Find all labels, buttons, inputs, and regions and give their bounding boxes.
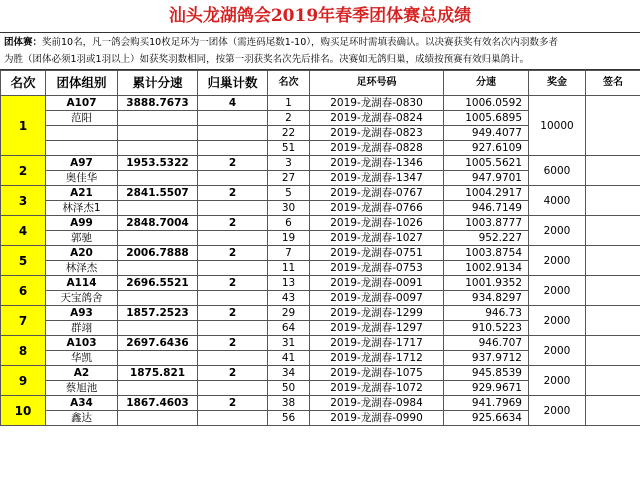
empty-cell	[118, 231, 198, 246]
team-code: A97	[46, 156, 118, 171]
prize-cell: 2000	[529, 246, 586, 276]
rank-cell: 2	[1, 156, 46, 186]
total-speed: 2696.5521	[118, 276, 198, 291]
rules-line-2: 为胜（团体必须1羽或1羽以上）如获奖羽数相同，按第一羽获奖名次先后排名。决赛如无鸽归巢，成绩按预赛有效归巢鸽计。	[4, 54, 530, 65]
total-speed: 1953.5322	[118, 156, 198, 171]
header-speed: 分速	[444, 71, 529, 96]
bird-place: 51	[268, 141, 310, 156]
rules-label: 团体赛：	[4, 37, 43, 48]
bird-place: 27	[268, 171, 310, 186]
sign-cell	[586, 306, 640, 336]
bird-place: 56	[268, 411, 310, 426]
total-speed: 2841.5507	[118, 186, 198, 201]
bird-speed: 949.4077	[444, 126, 529, 141]
rank-cell: 3	[1, 186, 46, 216]
team-name: 郭驰	[46, 231, 118, 246]
prize-cell: 2000	[529, 276, 586, 306]
header-row	[1, 71, 640, 96]
ring-number: 2019-龙湖春-1346	[310, 156, 444, 171]
rank-cell: 1	[1, 96, 46, 156]
table-row	[1, 186, 640, 201]
empty-cell	[118, 381, 198, 396]
table-row	[1, 156, 640, 171]
bird-speed: 910.5223	[444, 321, 529, 336]
table-row	[1, 246, 640, 261]
team-name: 群翊	[46, 321, 118, 336]
ring-number: 2019-龙湖春-1297	[310, 321, 444, 336]
empty-cell	[198, 111, 268, 126]
return-count: 2	[198, 396, 268, 411]
empty-cell	[118, 261, 198, 276]
ring-number: 2019-龙湖春-1026	[310, 216, 444, 231]
empty-cell	[198, 291, 268, 306]
ring-number: 2019-龙湖春-0990	[310, 411, 444, 426]
empty-cell	[198, 171, 268, 186]
empty-cell	[198, 381, 268, 396]
empty-cell	[198, 261, 268, 276]
return-count: 2	[198, 216, 268, 231]
table-row	[1, 396, 640, 411]
bird-speed: 934.8297	[444, 291, 529, 306]
bird-speed: 937.9712	[444, 351, 529, 366]
table-row	[1, 336, 640, 351]
bird-speed: 946.73	[444, 306, 529, 321]
empty-cell	[118, 201, 198, 216]
bird-place: 29	[268, 306, 310, 321]
team-name: 奥佳华	[46, 171, 118, 186]
bird-speed: 1005.5621	[444, 156, 529, 171]
prize-cell: 2000	[529, 336, 586, 366]
total-speed: 2848.7004	[118, 216, 198, 231]
empty-cell	[118, 411, 198, 426]
rank-cell: 7	[1, 306, 46, 336]
ring-number: 2019-龙湖春-1299	[310, 306, 444, 321]
team-name: 范阳	[46, 111, 118, 126]
team-code: A93	[46, 306, 118, 321]
bird-speed: 946.7149	[444, 201, 529, 216]
bird-place: 5	[268, 186, 310, 201]
bird-speed: 1003.8754	[444, 246, 529, 261]
bird-place: 30	[268, 201, 310, 216]
prize-cell: 2000	[529, 366, 586, 396]
empty-cell	[46, 141, 118, 156]
page-title: 汕头龙湖鸽会2019年春季团体赛总成绩	[168, 6, 472, 26]
bird-speed: 947.9701	[444, 171, 529, 186]
team-code: A21	[46, 186, 118, 201]
bird-speed: 945.8539	[444, 366, 529, 381]
bird-speed: 946.707	[444, 336, 529, 351]
team-code: A99	[46, 216, 118, 231]
sign-cell	[586, 246, 640, 276]
sign-cell	[586, 396, 640, 426]
return-count: 2	[198, 336, 268, 351]
bird-place: 41	[268, 351, 310, 366]
sign-cell	[586, 276, 640, 306]
header-count: 归巢计数	[198, 71, 268, 96]
team-code: A34	[46, 396, 118, 411]
empty-cell	[118, 291, 198, 306]
rank-cell: 5	[1, 246, 46, 276]
ring-number: 2019-龙湖春-0766	[310, 201, 444, 216]
empty-cell	[198, 231, 268, 246]
total-speed: 1875.821	[118, 366, 198, 381]
bird-place: 64	[268, 321, 310, 336]
header-sign: 签名	[586, 71, 640, 96]
sign-cell	[586, 96, 640, 156]
bird-speed: 1006.0592	[444, 96, 529, 111]
ring-number: 2019-龙湖春-0097	[310, 291, 444, 306]
header-place: 名次	[268, 71, 310, 96]
team-code: A107	[46, 96, 118, 111]
ring-number: 2019-龙湖春-1712	[310, 351, 444, 366]
rules-line-1	[4, 34, 636, 51]
header-prize: 奖金	[529, 71, 586, 96]
prize-cell: 2000	[529, 396, 586, 426]
header-team: 团体组别	[46, 71, 118, 96]
team-code: A114	[46, 276, 118, 291]
total-speed: 1857.2523	[118, 306, 198, 321]
bird-speed: 925.6634	[444, 411, 529, 426]
empty-cell	[46, 126, 118, 141]
empty-cell	[118, 111, 198, 126]
bird-speed: 1003.8777	[444, 216, 529, 231]
results-table	[0, 70, 640, 426]
ring-number: 2019-龙湖春-0828	[310, 141, 444, 156]
bird-place: 7	[268, 246, 310, 261]
empty-cell	[118, 126, 198, 141]
rank-cell: 4	[1, 216, 46, 246]
empty-cell	[198, 141, 268, 156]
empty-cell	[198, 126, 268, 141]
team-code: A2	[46, 366, 118, 381]
table-row	[1, 366, 640, 381]
bird-place: 3	[268, 156, 310, 171]
bird-speed: 1002.9134	[444, 261, 529, 276]
ring-number: 2019-龙湖春-0091	[310, 276, 444, 291]
total-speed: 1867.4603	[118, 396, 198, 411]
prize-cell: 2000	[529, 306, 586, 336]
ring-number: 2019-龙湖春-1717	[310, 336, 444, 351]
table-row	[1, 216, 640, 231]
table-row	[1, 306, 640, 321]
rank-cell: 6	[1, 276, 46, 306]
team-code: A20	[46, 246, 118, 261]
bird-speed: 1001.9352	[444, 276, 529, 291]
bird-place: 38	[268, 396, 310, 411]
sign-cell	[586, 186, 640, 216]
sign-cell	[586, 216, 640, 246]
empty-cell	[118, 141, 198, 156]
ring-number: 2019-龙湖春-1075	[310, 366, 444, 381]
total-speed: 2006.7888	[118, 246, 198, 261]
ring-number: 2019-龙湖春-0823	[310, 126, 444, 141]
bird-place: 11	[268, 261, 310, 276]
table-row	[1, 96, 640, 111]
bird-place: 13	[268, 276, 310, 291]
header-ring: 足环号码	[310, 71, 444, 96]
rank-cell: 10	[1, 396, 46, 426]
prize-cell: 6000	[529, 156, 586, 186]
team-code: A103	[46, 336, 118, 351]
return-count: 2	[198, 156, 268, 171]
ring-number: 2019-龙湖春-0824	[310, 111, 444, 126]
bird-place: 34	[268, 366, 310, 381]
ring-number: 2019-龙湖春-0767	[310, 186, 444, 201]
bird-place: 6	[268, 216, 310, 231]
header-total-speed: 累计分速	[118, 71, 198, 96]
ring-number: 2019-龙湖春-0984	[310, 396, 444, 411]
bird-place: 22	[268, 126, 310, 141]
bird-place: 19	[268, 231, 310, 246]
empty-cell	[198, 321, 268, 336]
empty-cell	[198, 411, 268, 426]
prize-cell: 2000	[529, 216, 586, 246]
empty-cell	[198, 201, 268, 216]
bird-speed: 1004.2917	[444, 186, 529, 201]
prize-cell: 4000	[529, 186, 586, 216]
table-row	[1, 276, 640, 291]
return-count: 2	[198, 186, 268, 201]
results-body	[1, 96, 640, 426]
ring-number: 2019-龙湖春-1072	[310, 381, 444, 396]
rules-line1-text: 奖前10名，凡一鸽会购买10枚足环为一团体（需连码尾数1-10），购买足环时需填表确认。以决赛获奖有效名次内羽数多者	[42, 37, 559, 48]
bird-place: 31	[268, 336, 310, 351]
return-count: 4	[198, 96, 268, 111]
bird-speed: 952.227	[444, 231, 529, 246]
ring-number: 2019-龙湖春-0751	[310, 246, 444, 261]
team-name: 天宝鸽舍	[46, 291, 118, 306]
empty-cell	[118, 171, 198, 186]
header-rank: 名次	[1, 71, 46, 96]
empty-cell	[198, 351, 268, 366]
team-name: 华凯	[46, 351, 118, 366]
rank-cell: 8	[1, 336, 46, 366]
bird-speed: 941.7969	[444, 396, 529, 411]
team-name: 林泽杰1	[46, 201, 118, 216]
team-name: 林泽杰	[46, 261, 118, 276]
ring-number: 2019-龙湖春-0830	[310, 96, 444, 111]
ring-number: 2019-龙湖春-1027	[310, 231, 444, 246]
return-count: 2	[198, 276, 268, 291]
total-speed: 3888.7673	[118, 96, 198, 111]
sign-cell	[586, 156, 640, 186]
bird-speed: 927.6109	[444, 141, 529, 156]
ring-number: 2019-龙湖春-0753	[310, 261, 444, 276]
team-name: 鑫达	[46, 411, 118, 426]
bird-place: 1	[268, 96, 310, 111]
rules-text	[0, 32, 640, 70]
return-count: 2	[198, 306, 268, 321]
bird-place: 50	[268, 381, 310, 396]
empty-cell	[118, 351, 198, 366]
bird-speed: 929.9671	[444, 381, 529, 396]
ring-number: 2019-龙湖春-1347	[310, 171, 444, 186]
rank-cell: 9	[1, 366, 46, 396]
prize-cell: 10000	[529, 96, 586, 156]
sign-cell	[586, 366, 640, 396]
empty-cell	[118, 321, 198, 336]
return-count: 2	[198, 246, 268, 261]
bird-place: 2	[268, 111, 310, 126]
bird-speed: 1005.6895	[444, 111, 529, 126]
total-speed: 2697.6436	[118, 336, 198, 351]
team-name: 蔡旭池	[46, 381, 118, 396]
sign-cell	[586, 336, 640, 366]
return-count: 2	[198, 366, 268, 381]
bird-place: 43	[268, 291, 310, 306]
